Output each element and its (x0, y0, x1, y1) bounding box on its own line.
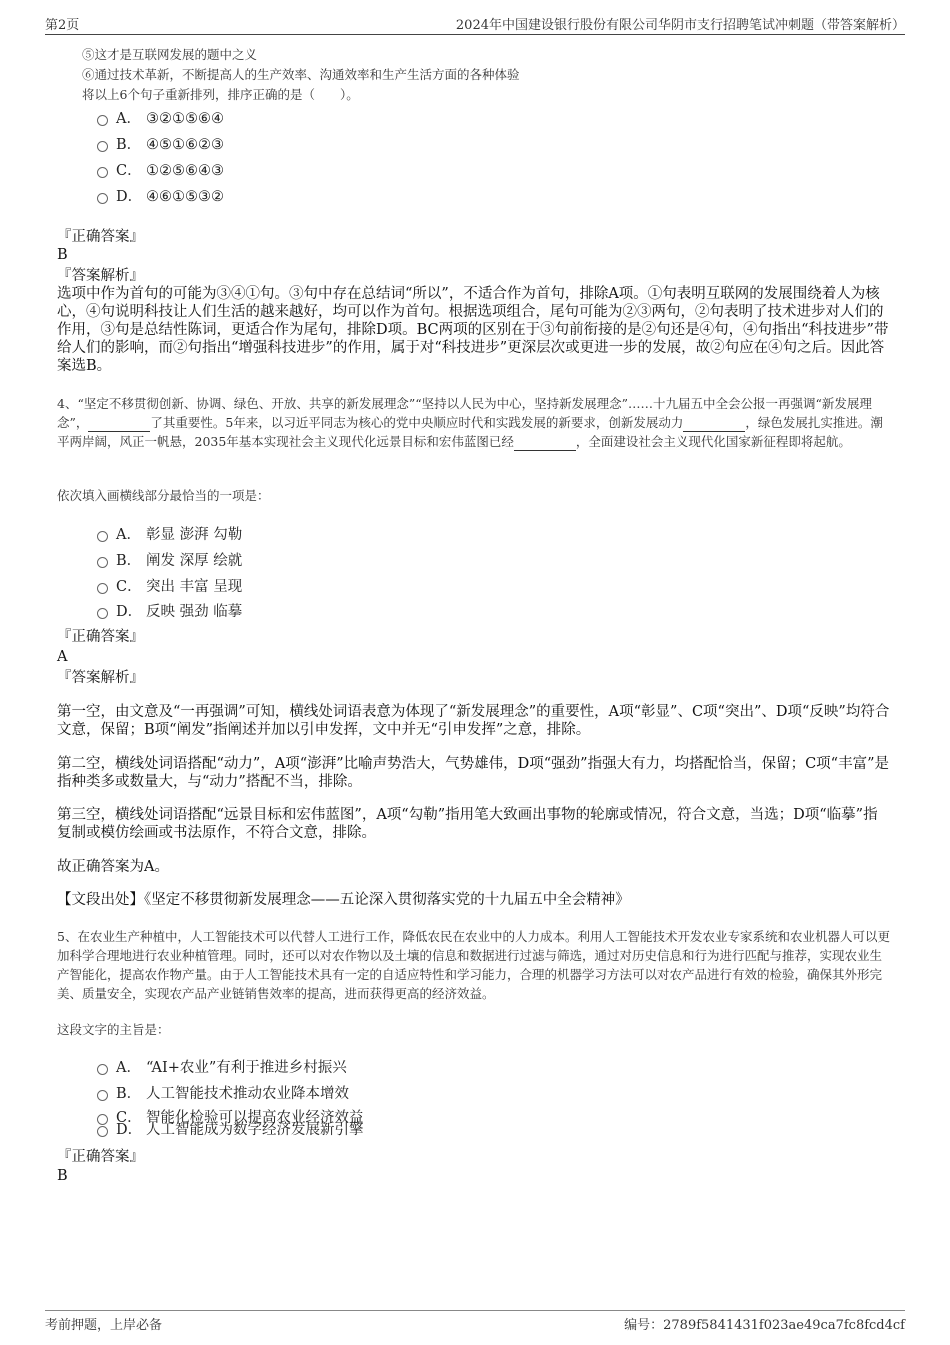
q5-option-b[interactable]: B． 人工智能技术推动农业降本增效 (97, 1082, 349, 1103)
q4-analysis-p3: 第三空，横线处词语搭配“远景目标和宏伟蓝图”，A项“勾勒”指用笔大致画出事物的轮廓或情况，符合文意，当选；D项“临摹”指复制或模仿绘画或书法原作，不符合文意，排除。 (57, 807, 878, 841)
q4-answer: A (57, 649, 68, 665)
q4-option-c[interactable]: C． 突出 丰富 呈现 (97, 575, 242, 596)
q3-sentence-6: ⑥通过技术革新，不断提高人的生产效率、沟通效率和生产生活方面的各种体验 (82, 67, 520, 82)
q3-prompt: 将以上6个句子重新排列，排序正确的是（ ）。 (82, 87, 359, 102)
footer-slogan: 考前押题，上岸必备 (45, 1318, 163, 1333)
radio-icon[interactable] (97, 1126, 108, 1137)
q4-analysis-label: 『答案解析』 (57, 670, 144, 686)
q3-answer-label: 『正确答案』 (57, 229, 144, 245)
radio-icon[interactable] (97, 167, 108, 178)
q4-answer-label: 『正确答案』 (57, 629, 144, 645)
q4-stem: 4、“坚定不移贯彻创新、协调、绿色、开放、共享的新发展理念”“坚持以人民为中心，坚持新发展理念”……十九届五中全会公报一再强调“新发展理念”， 了其重要性。5年来，以习近平同志为核心的党中央顺应时代和实践发展的新要求，创新发展动力 ，绿色发展扎实推进。潮平两岸阔，风正一帆悬，2035年基本实现社会主义现代化远景目标和宏伟蓝图已经 ，全面建设社会主义现代化国家新征程即将起航。 (57, 396, 883, 449)
q3-analysis: 选项中作为首句的可能为③④①句。③句中存在总结词“所以”，不适合作为首句，排除A项。①句表明互联网的发展围绕着人为核心，④句说明科技让人们生活的越来越好，均可以作为首句。根据选项组合，尾句可能为②③两句，②句表明了技术进步对人们的作用，③句是总结性陈词，更适合作为尾句，排除D项。BC两项的区别在于③句前衔接的是②句还是④句，④句指出“科技进步”带给人们的影响，而②句指出“增强科技进步”的作用，属于对“科技进步”更深层次或更进一步的发展，故②句应在④句之后。因此答案选B。 (57, 286, 889, 374)
header-divider (45, 34, 905, 35)
q3-answer: B (57, 247, 68, 263)
q4-option-b[interactable]: B． 阐发 深厚 绘就 (97, 549, 242, 570)
radio-icon[interactable] (97, 1090, 108, 1101)
q4-source: 【文段出处】《坚定不移贯彻新发展理念——五论深入贯彻落实党的十九届五中全会精神》 (57, 892, 630, 908)
radio-icon[interactable] (97, 583, 108, 594)
footer-serial: 编号：2789f5841431f023ae49ca7fc8fcd4cf (624, 1318, 905, 1333)
radio-icon[interactable] (97, 531, 108, 542)
q4-option-a[interactable]: A． 彰显 澎湃 勾勒 (97, 523, 242, 544)
blank-1 (88, 419, 150, 432)
radio-icon[interactable] (97, 1064, 108, 1075)
q4-prompt: 依次填入画横线部分最恰当的一项是： (57, 488, 270, 503)
blank-3 (514, 438, 576, 451)
radio-icon[interactable] (97, 193, 108, 204)
q3-option-c[interactable]: C． ①②⑤⑥④③ (97, 159, 224, 180)
page-number: 第2页 (45, 18, 80, 33)
blank-2 (683, 419, 745, 432)
q3-analysis-label: 『答案解析』 (57, 268, 144, 284)
radio-icon[interactable] (97, 557, 108, 568)
q5-option-c[interactable]: C． 智能化检验可以提高农业经济效益 (97, 1106, 364, 1127)
q4-analysis-p1: 第一空，由文意及“一再强调”可知，横线处词语表意为体现了“新发展理念”的重要性，A项“彰显”、C项“突出”、D项“反映”均符合文意，保留；B项“阐发”指阐述并加以引申发挥，文中并无“引申发挥”之意，排除。 (57, 704, 890, 738)
q5-answer-label: 『正确答案』 (57, 1149, 144, 1165)
radio-icon[interactable] (97, 141, 108, 152)
q5-option-d[interactable]: D． 人工智能成为数字经济发展新引擎 (97, 1118, 364, 1139)
document-title: 2024年中国建设银行股份有限公司华阴市支行招聘笔试冲刺题（带答案解析） (455, 18, 905, 33)
q3-sentence-5: ⑤这才是互联网发展的题中之义 (82, 47, 258, 62)
q3-option-a[interactable]: A． ③②①⑤⑥④ (97, 107, 224, 128)
q3-option-b[interactable]: B． ④⑤①⑥②③ (97, 133, 224, 154)
q5-prompt: 这段文字的主旨是： (57, 1022, 170, 1037)
q4-conclusion: 故正确答案为A。 (57, 859, 169, 875)
q4-analysis-p2: 第二空，横线处词语搭配“动力”，A项“澎湃”比喻声势浩大，气势雄伟，D项“强劲”指强大有力，均搭配恰当，保留；C项“丰富”是指种类多或数量大，与“动力”搭配不当，排除。 (57, 756, 889, 790)
q3-option-d[interactable]: D． ④⑥①⑤③② (97, 185, 224, 206)
q5-answer: B (57, 1168, 68, 1184)
radio-icon[interactable] (97, 608, 108, 619)
footer-divider (45, 1310, 905, 1311)
q5-stem: 5、在农业生产种植中，人工智能技术可以代替人工进行工作，降低农民在农业中的人力成本。利用人工智能技术开发农业专家系统和农业机器人可以更加科学合理地进行农业种植管理。同时，还可以对农作物以及土壤的信息和数据进行过滤与筛选，通过对历史信息和行为进行匹配与推荐，实现农业生产智能化，提高农作物产量。由于人工智能技术具有一定的自适应特性和学习能力，合理的机器学习方法可以对农产品进行有效的检验，确保其外形完美、质量安全，实现农产品产业链销售效率的提高，进而获得更高的经济效益。 (57, 929, 890, 1001)
q5-option-a[interactable]: A． “AI+农业”有利于推进乡村振兴 (97, 1056, 347, 1077)
radio-icon[interactable] (97, 115, 108, 126)
q4-option-d[interactable]: D． 反映 强劲 临摹 (97, 600, 242, 621)
